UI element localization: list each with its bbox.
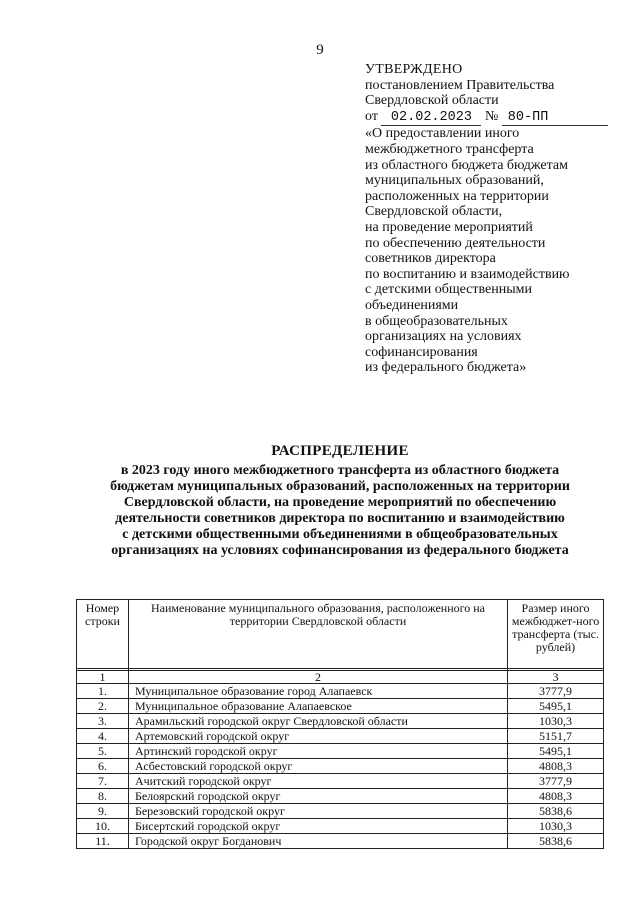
column-number: 2 [128, 671, 507, 684]
heading-line: с детскими общественными объединениями в общеобразовательных [122, 527, 558, 542]
subject-line: из областного бюджета бюджетам [365, 157, 568, 173]
approval-line-2: Свердловской области [365, 93, 499, 109]
municipality-name: Муниципальное образование Алапаевское [128, 699, 507, 714]
subject-line: объединениями [365, 297, 459, 313]
approval-date: 02.02.2023 [381, 110, 481, 127]
approval-block [365, 62, 615, 376]
transfer-amount: 5838,6 [508, 804, 604, 819]
municipality-name: Артинский городской округ [128, 744, 507, 759]
table-row [77, 834, 604, 849]
row-number: 2. [77, 699, 129, 714]
subject-line: в общеобразовательных [365, 313, 508, 329]
municipality-name: Березовский городской округ [128, 804, 507, 819]
subject-line: из федерального бюджета» [365, 360, 527, 376]
transfer-amount: 3777,9 [508, 684, 604, 699]
header-row-number: Номер строки [77, 600, 129, 669]
subject-line: советников директора [365, 251, 496, 267]
row-number: 4. [77, 729, 129, 744]
municipality-name: Арамильский городской округ Свердловской области [128, 714, 507, 729]
transfer-amount: 1030,3 [508, 714, 604, 729]
transfer-amount: 3777,9 [508, 774, 604, 789]
row-number: 3. [77, 714, 129, 729]
table-row [77, 729, 604, 744]
heading-title: РАСПРЕДЕЛЕНИЕ [271, 443, 409, 459]
transfer-amount: 4808,3 [508, 759, 604, 774]
table-row [77, 714, 604, 729]
municipality-name: Городской округ Богданович [128, 834, 507, 849]
heading-line: в 2023 году иного межбюджетного трансферта из областного бюджета [120, 463, 560, 478]
header-municipality: Наименование муниципального образования, расположенного на территории Свердловской области [128, 600, 507, 669]
transfer-amount: 5495,1 [508, 699, 604, 714]
municipality-name: Асбестовский городской округ [128, 759, 507, 774]
header-amount: Размер иного межбюджет-ного трансферта (тыс. рублей) [508, 600, 604, 669]
subject-line: Свердловской области, [365, 204, 503, 220]
heading-line: организациях на условиях софинансирования из федерального бюджета [111, 543, 569, 558]
municipality-name: Артемовский городской округ [128, 729, 507, 744]
approval-date-line [365, 109, 615, 127]
approval-line-1: постановлением Правительства [365, 77, 555, 93]
column-number: 1 [77, 671, 129, 684]
column-number: 3 [508, 671, 604, 684]
transfer-amount: 4808,3 [508, 789, 604, 804]
row-number: 8. [77, 789, 129, 804]
subject-line: «О предоставлении иного [365, 126, 520, 142]
row-number: 6. [77, 759, 129, 774]
approval-from-label: от [365, 108, 378, 124]
row-number: 9. [77, 804, 129, 819]
distribution-table [76, 599, 604, 849]
table-row [77, 789, 604, 804]
subject-line: по воспитанию и взаимодействию [365, 266, 570, 282]
subject-line: муниципальных образований, [365, 173, 544, 189]
table-row [77, 744, 604, 759]
municipality-name: Белоярский городской округ [128, 789, 507, 804]
transfer-amount: 5151,7 [508, 729, 604, 744]
table-row [77, 819, 604, 834]
row-number: 11. [77, 834, 129, 849]
page-number: 9 [316, 42, 324, 58]
approval-title: УТВЕРЖДЕНО [365, 62, 463, 77]
row-number: 5. [77, 744, 129, 759]
row-number: 1. [77, 684, 129, 699]
transfer-amount: 5838,6 [508, 834, 604, 849]
table-row [77, 804, 604, 819]
municipality-name: Бисертский городской округ [128, 819, 507, 834]
transfer-amount: 5495,1 [508, 744, 604, 759]
row-number: 10. [77, 819, 129, 834]
subject-line: на проведение мероприятий [365, 219, 533, 235]
subject-line: с детскими общественными [365, 282, 532, 298]
table-row [77, 684, 604, 699]
table-row [77, 759, 604, 774]
transfer-amount: 1030,3 [508, 819, 604, 834]
table-row [77, 699, 604, 714]
heading-line: бюджетам муниципальных образований, расположенных на территории [110, 479, 570, 494]
table-body [77, 684, 604, 849]
subject-line: межбюджетного трансферта [365, 141, 534, 157]
document-heading [60, 443, 620, 559]
subject-line: софинансирования [365, 344, 478, 360]
table-row [77, 774, 604, 789]
subject-line: по обеспечению деятельности [365, 235, 546, 251]
subject-line: организациях на условиях [365, 329, 522, 345]
municipality-name: Ачитский городской округ [128, 774, 507, 789]
approval-subject [365, 126, 615, 376]
approval-number: 80-ПП [502, 110, 608, 127]
heading-line: деятельности советников директора по воспитанию и взаимодействию [115, 511, 565, 526]
approval-number-label: № [484, 108, 499, 124]
municipality-name: Муниципальное образование город Алапаевск [128, 684, 507, 699]
subject-line: расположенных на территории [365, 188, 549, 204]
heading-line: Свердловской области, на проведение мероприятий по обеспечению [123, 495, 557, 510]
row-number: 7. [77, 774, 129, 789]
